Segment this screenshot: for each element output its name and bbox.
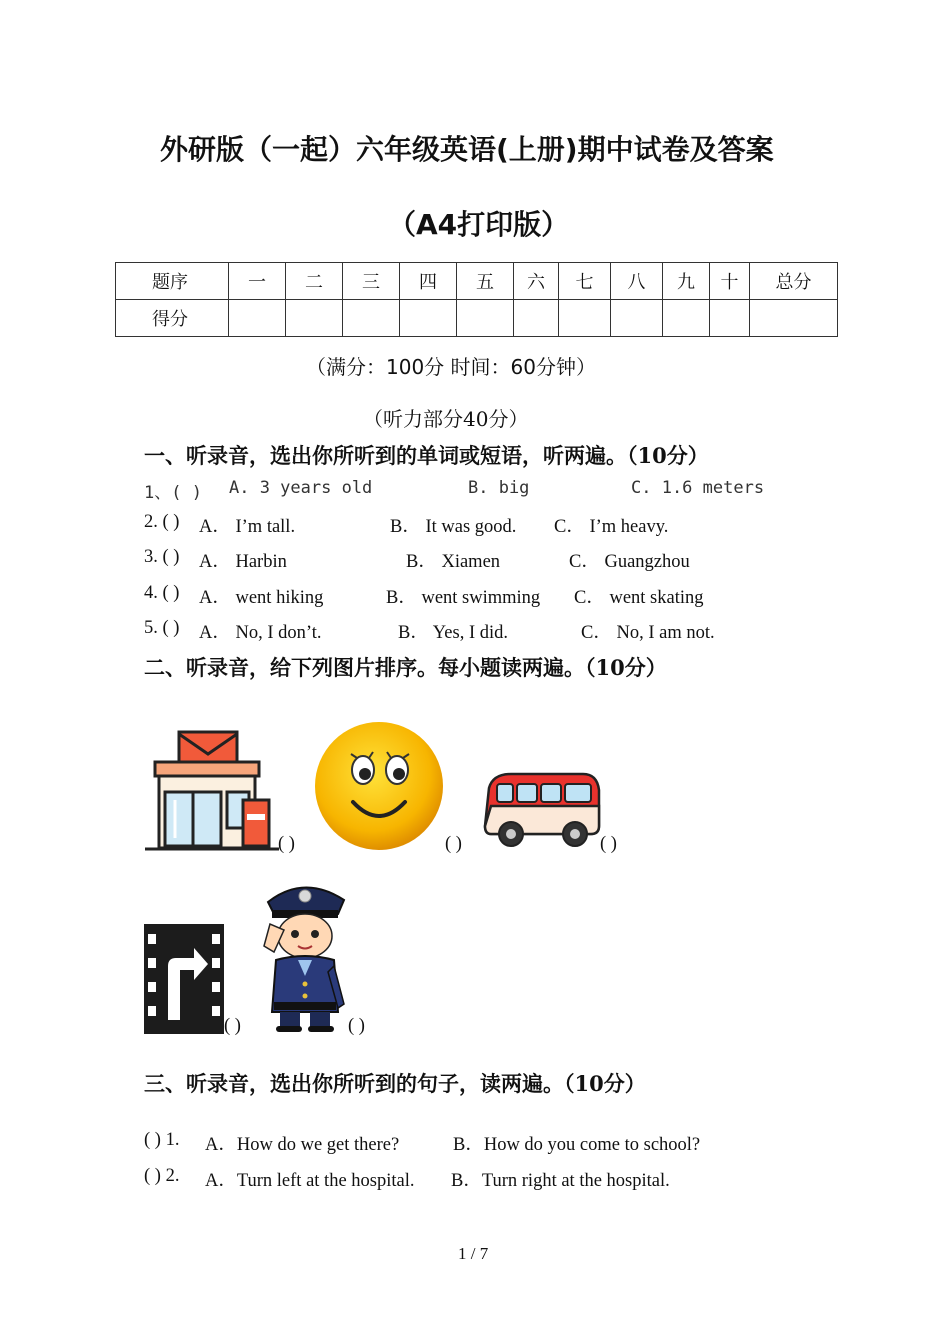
option-b: B. big	[468, 478, 530, 498]
score-table-score-row	[116, 300, 838, 337]
score-cell: 八	[611, 263, 663, 300]
option-b: B． went swimming	[386, 588, 541, 608]
post-office-icon	[145, 730, 280, 852]
order-blank[interactable]: ( )	[224, 1016, 241, 1036]
option-a: A． No, I don’t.	[199, 623, 322, 643]
question-number: ( ) 2.	[144, 1166, 180, 1186]
section2-heading: 二、听录音，给下列图片排序。每小题读两遍。（10分）	[144, 655, 667, 680]
option-a: A. 3 years old	[229, 478, 373, 498]
score-cell: 九	[663, 263, 710, 300]
score-input-cell[interactable]	[286, 300, 343, 337]
score-input-cell[interactable]	[663, 300, 710, 337]
option-b: B． Xiamen	[406, 552, 501, 572]
score-input-cell[interactable]	[514, 300, 559, 337]
option-a: A． Harbin	[199, 552, 287, 572]
question-number: 1、( )	[144, 483, 202, 503]
score-input-cell[interactable]	[229, 300, 286, 337]
score-input-cell[interactable]	[611, 300, 663, 337]
option-a: A．Turn left at the hospital.	[205, 1171, 415, 1191]
score-cell: 十	[710, 263, 750, 300]
turn-right-sign-icon	[144, 924, 224, 1034]
score-cell: 四	[400, 263, 457, 300]
score-row-label: 得分	[116, 300, 229, 337]
score-cell: 六	[514, 263, 559, 300]
order-blank[interactable]: ( )	[348, 1016, 365, 1036]
bus-icon	[483, 770, 601, 852]
score-cell: 二	[286, 263, 343, 300]
score-input-cell[interactable]	[750, 300, 838, 337]
option-a: A． went hiking	[199, 588, 324, 608]
score-table-header-row	[116, 263, 838, 300]
doc-subtitle: （A4打印版）	[388, 208, 570, 241]
score-cell: 题序	[116, 263, 229, 300]
score-input-cell[interactable]	[559, 300, 611, 337]
score-cell: 七	[559, 263, 611, 300]
option-b: B． It was good.	[390, 517, 517, 537]
score-cell: 五	[457, 263, 514, 300]
listening-part-label: （听力部分40分）	[363, 407, 529, 431]
option-c: C． Guangzhou	[569, 552, 690, 572]
score-input-cell[interactable]	[457, 300, 514, 337]
option-b: B．Turn right at the hospital.	[451, 1171, 670, 1191]
score-cell: 一	[229, 263, 286, 300]
option-b: B． Yes, I did.	[398, 623, 508, 643]
policeman-icon	[258, 880, 350, 1034]
question-number: 5. ( )	[144, 618, 180, 638]
score-input-cell[interactable]	[710, 300, 750, 337]
option-c: C. 1.6 meters	[631, 478, 765, 498]
order-blank[interactable]: ( )	[445, 834, 462, 854]
score-input-cell[interactable]	[400, 300, 457, 337]
smiley-face-icon	[313, 720, 445, 852]
score-cell: 总分	[750, 263, 838, 300]
option-c: C． went skating	[574, 588, 704, 608]
option-c: C． No, I am not.	[581, 623, 715, 643]
option-a: A． I’m tall.	[199, 517, 296, 537]
section3-heading: 三、听录音，选出你所听到的句子，读两遍。（10分）	[144, 1071, 646, 1096]
question-number: 3. ( )	[144, 547, 180, 567]
page-number: 1 / 7	[458, 1244, 489, 1263]
score-table	[115, 262, 838, 337]
order-blank[interactable]: ( )	[600, 834, 617, 854]
exam-meta: （满分：100分 时间：60分钟）	[306, 355, 596, 379]
doc-title: 外研版（一起）六年级英语(上册)期中试卷及答案	[160, 133, 774, 166]
option-a: A．How do we get there?	[205, 1135, 400, 1155]
score-cell: 三	[343, 263, 400, 300]
question-number: 4. ( )	[144, 583, 180, 603]
question-number: 2. ( )	[144, 512, 180, 532]
score-input-cell[interactable]	[343, 300, 400, 337]
question-number: ( ) 1.	[144, 1130, 180, 1150]
order-blank[interactable]: ( )	[278, 834, 295, 854]
option-c: C． I’m heavy.	[554, 517, 669, 537]
option-b: B．How do you come to school?	[453, 1135, 701, 1155]
section1-heading: 一、听录音，选出你所听到的单词或短语，听两遍。（10分）	[144, 443, 709, 468]
